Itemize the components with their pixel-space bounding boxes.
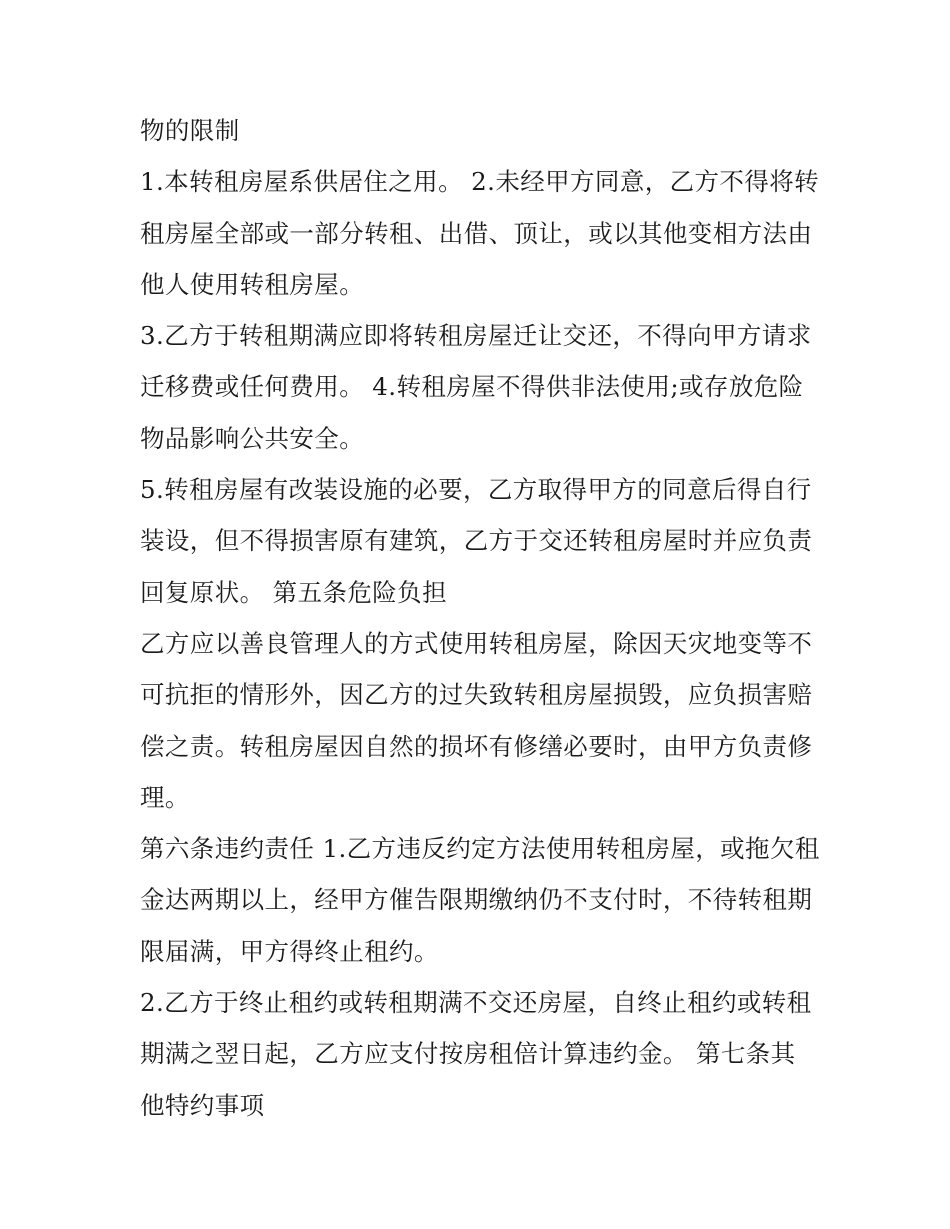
text-line: 可抗拒的情形外，因乙方的过失致转租房屋损毁，应负损害赔 bbox=[140, 680, 813, 710]
text-line: 理。 bbox=[140, 782, 190, 812]
text-line: 3.乙方于转租期满应即将转租房屋迁让交还，不得向甲方请求 bbox=[140, 321, 812, 351]
text-line: 物品影响公共安全。 bbox=[140, 423, 365, 453]
text-line: 2.乙方于终止租约或转租期满不交还房屋，自终止租约或转租 bbox=[140, 988, 812, 1018]
text-line: 回复原状。 第五条危险负担 bbox=[140, 577, 447, 607]
text-line: 偿之责。转租房屋因自然的损坏有修缮必要时，由甲方负责修 bbox=[140, 731, 813, 761]
text-line: 5.转租房屋有改装设施的必要，乙方取得甲方的同意后得自行 bbox=[140, 475, 812, 505]
text-line: 金达两期以上，经甲方催告限期缴纳仍不支付时，不待转租期 bbox=[140, 885, 813, 915]
text-line: 第六条违约责任 1.乙方违反约定方法使用转租房屋，或拖欠租 bbox=[140, 834, 820, 864]
text-line: 他特约事项 bbox=[140, 1090, 265, 1120]
text-line: 租房屋全部或一部分转租、出借、顶让，或以其他变相方法由 bbox=[140, 218, 813, 248]
document-body bbox=[140, 105, 820, 1131]
text-line: 限届满，甲方得终止租约。 bbox=[140, 936, 439, 966]
text-line: 1.本转租房屋系供居住之用。 2.未经甲方同意，乙方不得将转 bbox=[140, 167, 820, 197]
text-line: 他人使用转租房屋。 bbox=[140, 269, 365, 299]
text-line: 期满之翌日起，乙方应支付按房租倍计算违约金。 第七条其 bbox=[140, 1039, 796, 1069]
text-line: 乙方应以善良管理人的方式使用转租房屋，除因天灾地变等不 bbox=[140, 628, 813, 658]
text-line: 装设，但不得损害原有建筑，乙方于交还转租房屋时并应负责 bbox=[140, 526, 813, 556]
text-line: 物的限制 bbox=[140, 116, 240, 145]
text-line: 迁移费或任何费用。 4.转租房屋不得供非法使用;或存放危险 bbox=[140, 372, 804, 402]
